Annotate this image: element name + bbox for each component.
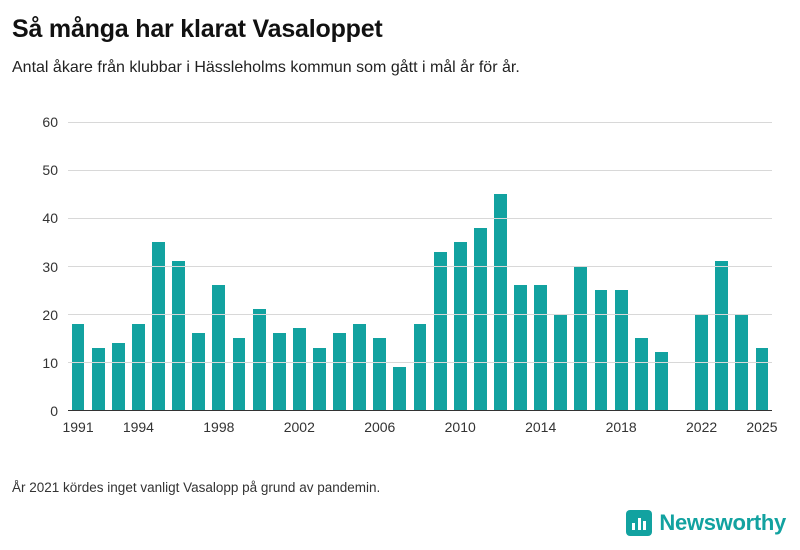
plot-area bbox=[42, 114, 778, 435]
bar bbox=[72, 324, 85, 410]
bar bbox=[715, 261, 728, 410]
bar-chart-icon bbox=[626, 510, 652, 536]
gridline bbox=[42, 210, 772, 227]
y-axis-tick-label: 10 bbox=[42, 354, 58, 371]
bar bbox=[253, 309, 266, 410]
y-axis-tick-label: 20 bbox=[42, 306, 58, 323]
gridline bbox=[42, 306, 772, 323]
gridline bbox=[42, 162, 772, 179]
brand-logo bbox=[626, 510, 786, 536]
brand-name: Newsworthy bbox=[659, 510, 786, 535]
bar bbox=[756, 348, 769, 410]
x-axis-tick-label: 2022 bbox=[686, 419, 718, 435]
bar bbox=[615, 290, 628, 410]
bar bbox=[293, 328, 306, 410]
bar bbox=[233, 338, 246, 410]
y-axis-tick-label: 60 bbox=[42, 114, 58, 130]
bar bbox=[192, 333, 205, 410]
x-axis-tick-label: 2018 bbox=[605, 419, 637, 435]
x-axis-tick-label: 2025 bbox=[746, 419, 778, 435]
bar bbox=[313, 348, 326, 410]
bar bbox=[534, 285, 547, 410]
bar bbox=[373, 338, 386, 410]
y-axis-tick-label: 50 bbox=[42, 162, 58, 179]
bar bbox=[92, 348, 105, 410]
bar bbox=[595, 290, 608, 410]
bar bbox=[474, 228, 487, 410]
bar bbox=[393, 367, 406, 410]
bar bbox=[152, 242, 165, 410]
x-axis-tick-label: 1998 bbox=[203, 419, 235, 435]
bar bbox=[172, 261, 185, 410]
page-subtitle: Antal åkare från klubbar i Hässleholms kommun som gått i mål år för år. bbox=[12, 59, 520, 76]
bar bbox=[112, 343, 125, 410]
bar bbox=[434, 252, 447, 410]
x-axis-tick-label: 2006 bbox=[364, 419, 396, 435]
bar bbox=[333, 333, 346, 410]
gridline bbox=[42, 114, 772, 130]
x-axis-tick-label: 2014 bbox=[525, 419, 557, 435]
bar-chart bbox=[12, 112, 788, 452]
x-axis-tick-label: 1991 bbox=[62, 419, 94, 435]
chart-footnote: År 2021 kördes inget vanligt Vasalopp på grund av pandemin. bbox=[12, 480, 381, 495]
bar bbox=[494, 194, 507, 410]
x-axis-tick-label: 2002 bbox=[283, 419, 315, 435]
y-axis-tick-label: 30 bbox=[42, 258, 58, 275]
bar bbox=[514, 285, 527, 410]
bar bbox=[454, 242, 467, 410]
page-title: Så många har klarat Vasaloppet bbox=[12, 15, 383, 43]
bar bbox=[574, 266, 587, 410]
y-axis-tick-label: 0 bbox=[50, 403, 58, 419]
gridline bbox=[50, 403, 772, 419]
bar bbox=[353, 324, 366, 410]
bar bbox=[414, 324, 427, 410]
x-axis-tick-label: 2010 bbox=[444, 419, 476, 435]
bar bbox=[132, 324, 145, 410]
x-axis-tick-label: 1994 bbox=[122, 419, 154, 435]
bar bbox=[212, 285, 225, 410]
bar bbox=[635, 338, 648, 410]
y-axis-tick-label: 40 bbox=[42, 210, 58, 227]
gridline bbox=[42, 258, 772, 275]
gridline bbox=[42, 354, 772, 371]
bar bbox=[273, 333, 286, 410]
